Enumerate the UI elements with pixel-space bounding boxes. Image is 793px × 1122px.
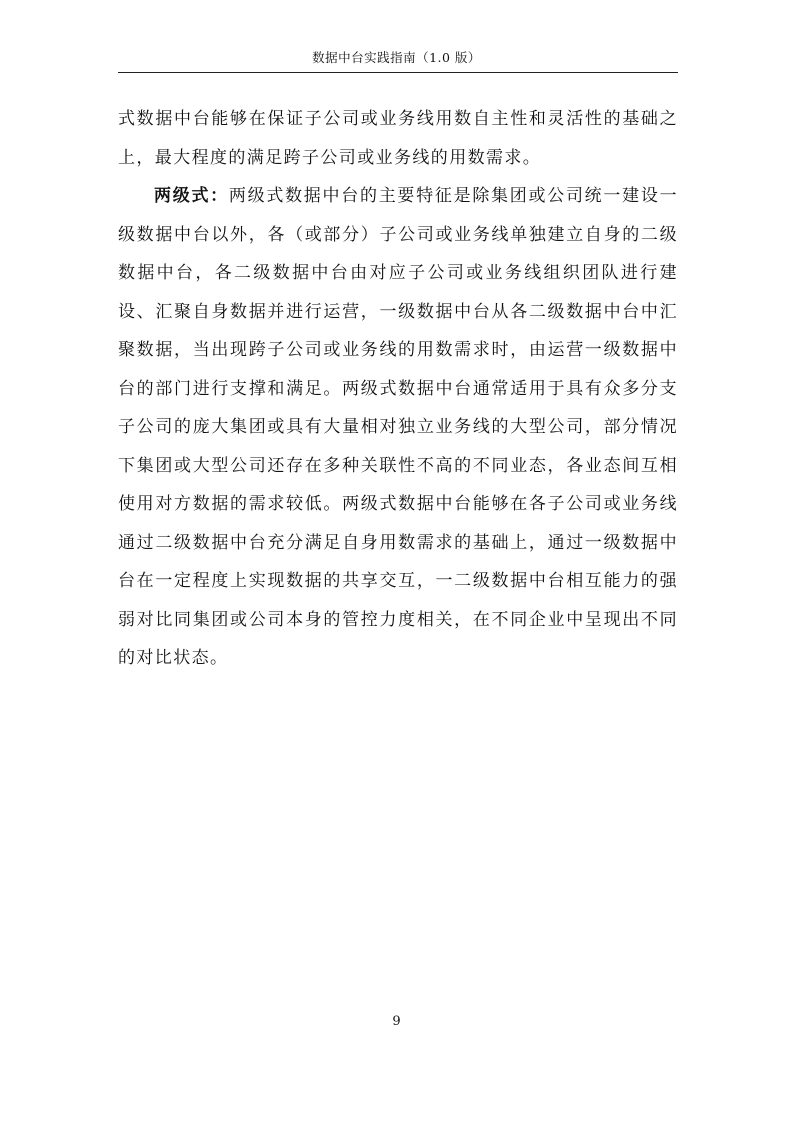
running-header	[0, 50, 793, 66]
paragraph-two-tier	[118, 177, 678, 678]
page-number	[0, 1014, 793, 1030]
term-heading: 两级式：	[154, 186, 229, 206]
paragraph-text: 两级式数据中台的主要特征是除集团或公司统一建设一级数据中台以外，各（或部分）子公司或业务线单独建立自身的二级数据中台，各二级数据中台由对应子公司或业务线组织团队进行建设、汇聚自身数据并进行运营，一级数据中台从各二级数据中台中汇聚数据，当出现跨子公司或业务线的用数需求时，由运营一级数据中台的部门进行支撑和满足。两级式数据中台通常适用于具有众多分支子公司的庞大集团或具有大量相对独立业务线的大型公司，部分情况下集团或大型公司还存在多种关联性不高的不同业态，各业态间互相使用对方数据的需求较低。两级式数据中台能够在各子公司或业务线通过二级数据中台充分满足自身用数需求的基础上，通过一级数据中台在一定程度上实现数据的共享交互，一二级数据中台相互能力的强弱对比同集团或公司本身的管控力度相关，在不同企业中呈现出不同的对比状态。	[118, 186, 678, 668]
page-number-text: 9	[392, 1014, 401, 1029]
document-body	[118, 100, 678, 678]
paragraph-text: 式数据中台能够在保证子公司或业务线用数自主性和灵活性的基础之上，最大程度的满足跨子公司或业务线的用数需求。	[118, 109, 678, 168]
paragraph-continuation	[118, 100, 678, 177]
header-divider	[118, 72, 678, 73]
document-title: 数据中台实践指南（1.0 版）	[312, 50, 481, 65]
